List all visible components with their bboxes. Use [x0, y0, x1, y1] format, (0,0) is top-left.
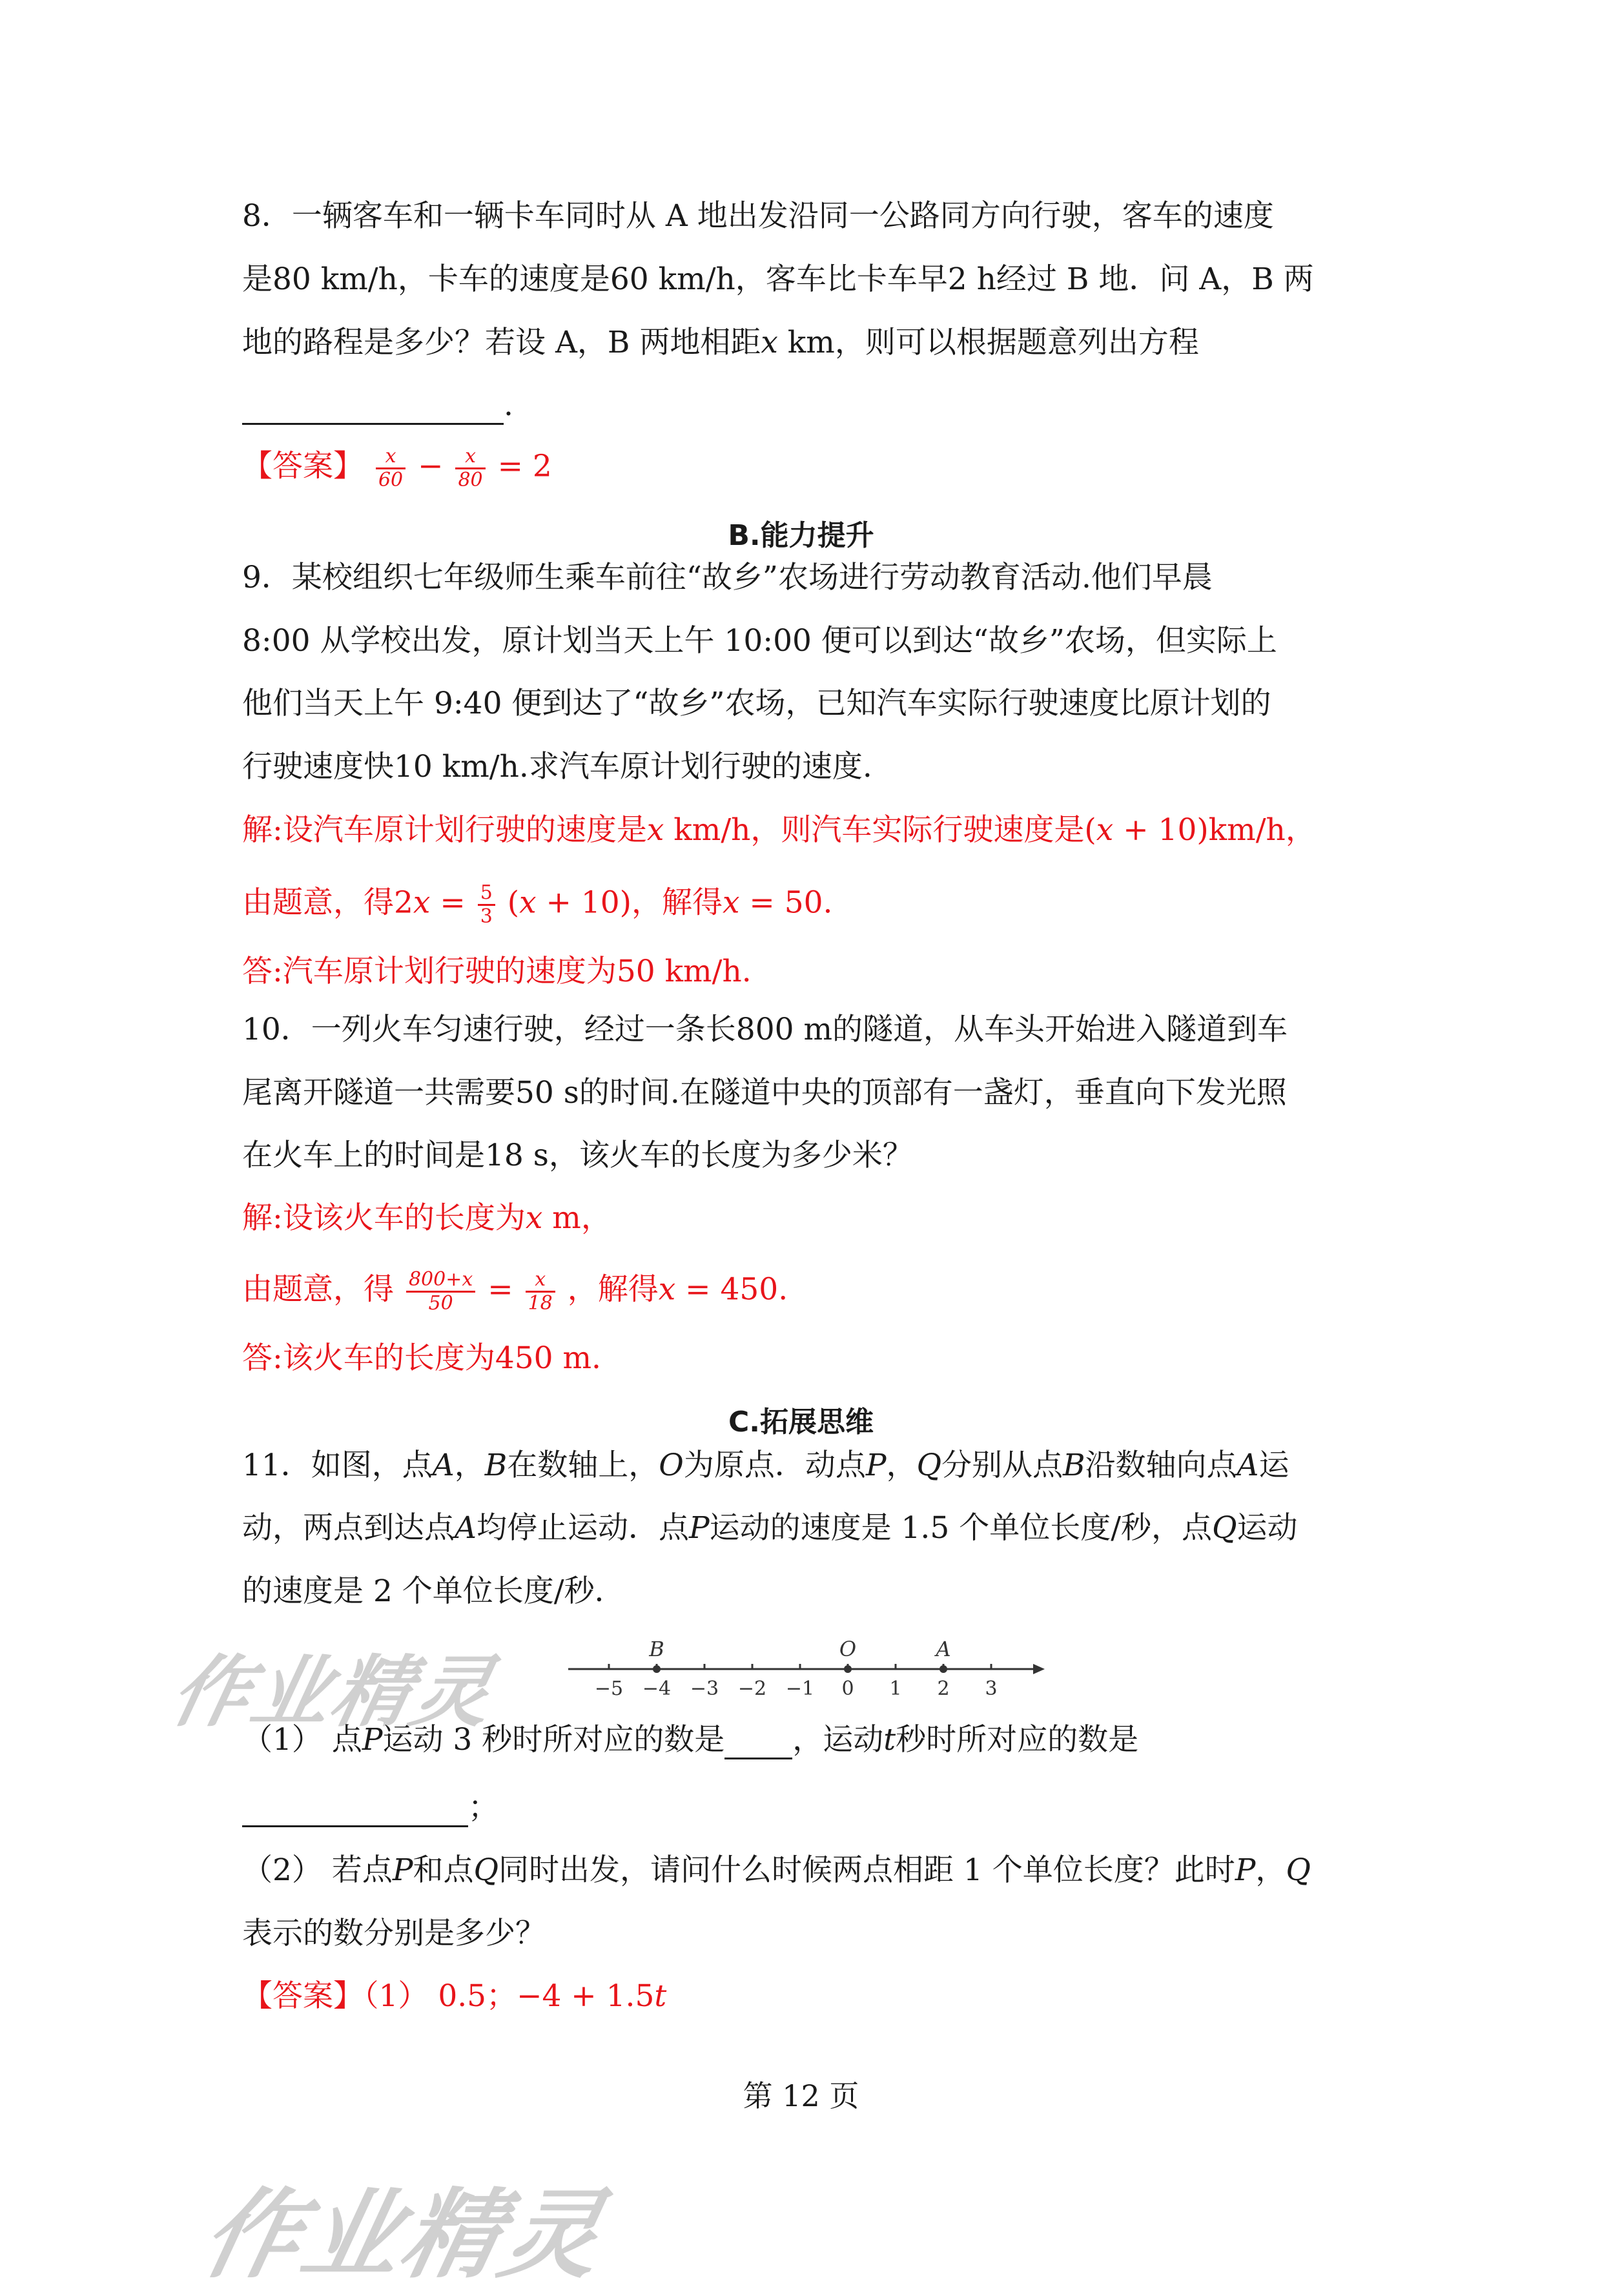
- q11-line-3: 的速度是 2 个单位长度/秒．: [242, 1573, 625, 1609]
- q10-solution-1: 解:设该火车的长度为𝑥 m，: [242, 1200, 611, 1236]
- q11-part-2-line-2: 表示的数分别是多少？: [242, 1916, 546, 1951]
- q9-line-3: 他们当天上午 9:40 便到达了“故乡”农场，已知汽车实际行驶速度比原计划的: [242, 686, 1271, 721]
- tick-label: −4: [642, 1677, 672, 1700]
- tick-label: −3: [690, 1677, 719, 1700]
- tick-label: 1: [889, 1677, 902, 1700]
- point-label-b: B: [649, 1637, 664, 1661]
- point-label-o: O: [839, 1637, 857, 1661]
- q9-solution-2: 由题意，得2𝑥 = $\frac{5}{3}$ (𝑥 + 10)，解得𝑥 = 50.: [242, 881, 833, 928]
- q10-line-1: 10．一列火车匀速行驶，经过一条长800 m的隧道，从车头开始进入隧道到车: [242, 1012, 1288, 1047]
- fraction: $\frac{x}{80}$: [455, 446, 485, 491]
- q9-line-2: 8:00 从学校出发，原计划当天上午 10:00 便可以到达“故乡”农场，但实际上: [242, 623, 1277, 659]
- q10-solution-2: 由题意，得 $\frac{800+x}{50}$ = $\frac{x}{18}$ ，解得𝑥 = 450.: [242, 1268, 788, 1315]
- tick-label: −5: [594, 1677, 624, 1700]
- tick-label: −1: [785, 1677, 815, 1700]
- q11-part-1-blank: ；: [242, 1789, 498, 1827]
- q10-solution-3: 答:该火车的长度为450 m.: [242, 1340, 601, 1376]
- q8-line-1: 8．一辆客车和一辆卡车同时从 A 地出发沿同一公路同方向行驶，客车的速度: [242, 198, 1274, 234]
- q11-answer: 【答案】（1） 0.5；−4 + 1.5𝑡: [242, 1978, 667, 2014]
- watermark-logo-bottom: 作业精灵: [192, 2179, 615, 2291]
- tick-label: −2: [737, 1677, 767, 1700]
- point-b-dot: [653, 1665, 661, 1673]
- arrow-icon: [1033, 1664, 1045, 1674]
- fraction: $\frac{x}{60}$: [376, 446, 406, 491]
- q11-part-1: （1） 点𝑃运动 3 秒时所对应的数是 ，运动𝑡秒时所对应的数是: [242, 1721, 1138, 1759]
- fraction: $\frac{x}{18}$: [526, 1269, 555, 1315]
- section-heading-b: B.能力提升: [728, 519, 874, 552]
- page-number: 第 12 页: [743, 2078, 859, 2113]
- section-heading-c: C.拓展思维: [728, 1406, 874, 1439]
- q9-line-4: 行驶速度快10 km/h.求汽车原计划行驶的速度.: [242, 749, 872, 784]
- answer-blank: [242, 395, 504, 425]
- q9-solution-1: 解:设汽车原计划行驶的速度是𝑥 km/h，则汽车实际行驶速度是(𝑥 + 10)km/h，: [242, 812, 1316, 848]
- tick-label: 0: [841, 1677, 854, 1700]
- q10-line-2: 尾离开隧道一共需要50 s的时间.在隧道中央的顶部有一盏灯，垂直向下发光照: [242, 1075, 1287, 1111]
- q10-line-3: 在火车上的时间是18 s，该火车的长度为多少米？: [242, 1138, 913, 1173]
- watermark-logo: 作业精灵: [163, 1648, 503, 1737]
- q8-line-2: 是80 km/h，卡车的速度是60 km/h，客车比卡车早2 h经过 B 地．问 A，B 两: [242, 261, 1314, 297]
- q8-line-3: 地的路程是多少？若设 A，B 两地相距𝑥 km，则可以根据题意列出方程: [242, 325, 1199, 360]
- number-line-figure: [568, 1630, 1046, 1708]
- point-label-a: A: [936, 1637, 951, 1661]
- point-a-dot: [940, 1665, 947, 1673]
- answer-blank: [724, 1729, 792, 1759]
- fraction: $\frac{5}{3}$: [478, 882, 495, 928]
- tick-label: 3: [985, 1677, 998, 1700]
- q11-line-2: 动，两点到达点𝐴均停止运动．点𝑃运动的速度是 1.5 个单位长度/秒，点𝑄运动: [242, 1510, 1298, 1546]
- q11-part-2-line-1: （2） 若点𝑃和点𝑄同时出发，请问什么时候两点相距 1 个单位长度？此时𝑃，𝑄: [242, 1852, 1311, 1888]
- tick-label: 2: [937, 1677, 950, 1700]
- point-half-dot: [844, 1665, 852, 1673]
- q8-answer-blank-line: .: [242, 386, 513, 425]
- q11-line-1: 11．如图，点𝐴，𝐵在数轴上，𝑂为原点．动点𝑃，𝑄分别从点𝐵沿数轴向点𝐴运: [242, 1448, 1289, 1483]
- fraction: $\frac{800+x}{50}$: [406, 1269, 475, 1315]
- q9-line-1: 9．某校组织七年级师生乘车前往“故乡”农场进行劳动教育活动.他们早晨: [242, 560, 1213, 595]
- answer-blank: [242, 1797, 468, 1827]
- answer-label: 【答案】: [242, 448, 364, 484]
- q8-answer: 【答案】 $\frac{x}{60}$ − $\frac{x}{80}$ = 2: [242, 445, 552, 491]
- q9-solution-3: 答:汽车原计划行驶的速度为50 km/h.: [242, 954, 752, 989]
